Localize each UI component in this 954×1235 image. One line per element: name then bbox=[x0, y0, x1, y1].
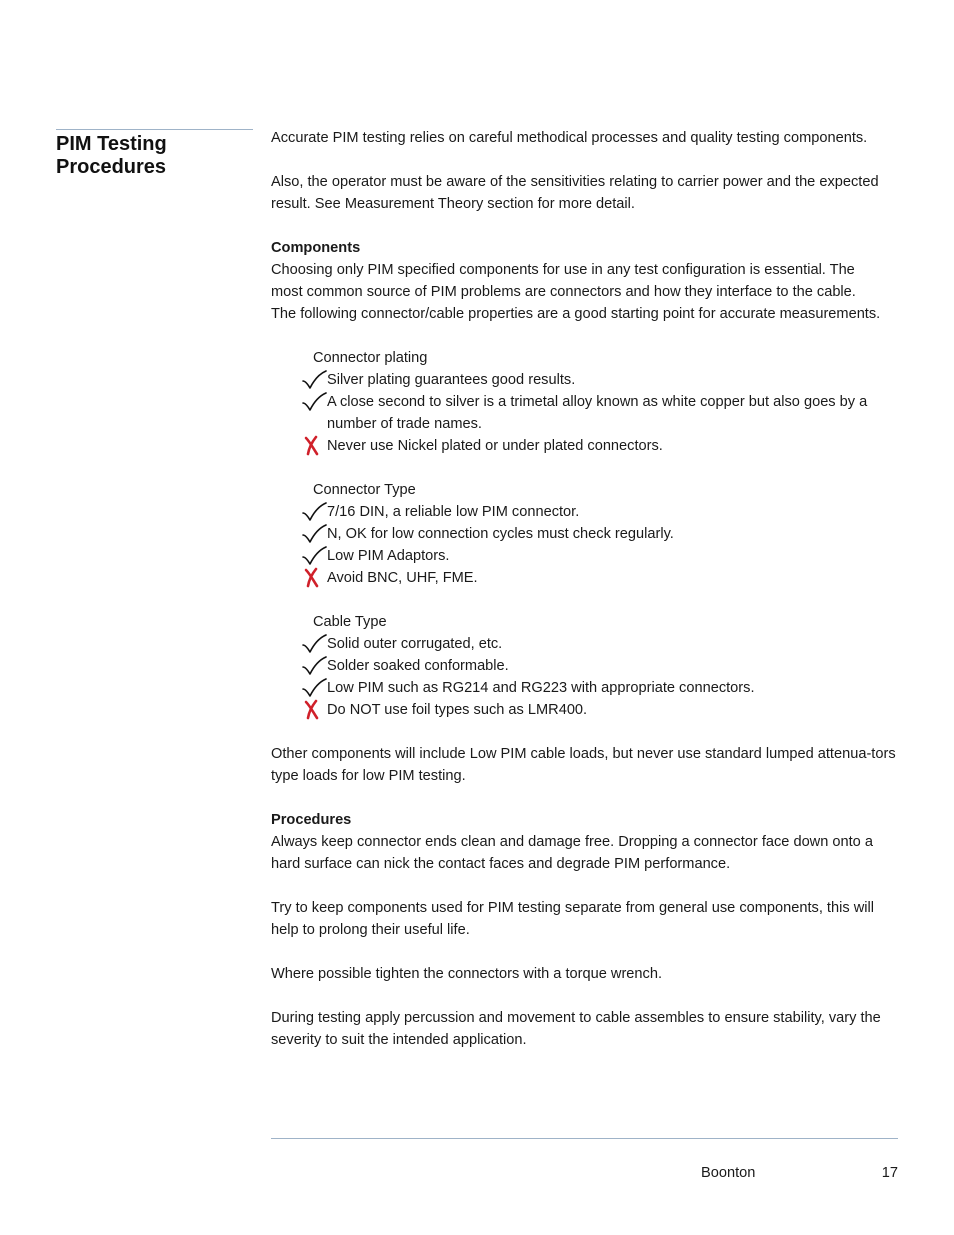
list-item-text: Silver plating guarantees good results. bbox=[327, 372, 576, 388]
list-item-text: N, OK for low connection cycles must check regularly. bbox=[327, 526, 674, 542]
check-icon bbox=[301, 369, 327, 391]
check-icon bbox=[301, 391, 327, 413]
check-icon bbox=[301, 523, 327, 545]
list-item bbox=[271, 545, 901, 567]
item-list bbox=[271, 633, 901, 721]
group-title: Connector Type bbox=[313, 482, 416, 498]
group-title: Cable Type bbox=[313, 614, 387, 630]
cable-type-group bbox=[271, 611, 901, 721]
list-item bbox=[271, 677, 901, 699]
list-item bbox=[271, 435, 901, 457]
group-title: Connector plating bbox=[313, 350, 428, 366]
list-item bbox=[271, 523, 901, 545]
list-item-text: Solid outer corrugated, etc. bbox=[327, 636, 503, 652]
components-line-3: The following connector/cable properties are a good starting point for accurate measurements. bbox=[271, 306, 881, 322]
list-item bbox=[271, 633, 901, 655]
footer-divider bbox=[271, 1138, 898, 1139]
procedures-paragraph-3: Where possible tighten the connectors with a torque wrench. bbox=[271, 966, 663, 982]
components-heading: Components bbox=[271, 240, 361, 256]
main-content bbox=[271, 127, 901, 1051]
section-title-line-1: PIM Testing bbox=[56, 133, 167, 155]
procedures-paragraph-1: Always keep connector ends clean and damage free. Dropping a connector face down onto a hard surface can nick the contact faces and degrade PIM performance. bbox=[271, 834, 873, 872]
list-item-text: 7/16 DIN, a reliable low PIM connector. bbox=[327, 504, 580, 520]
cross-icon bbox=[301, 435, 327, 457]
list-item bbox=[271, 655, 901, 677]
cross-icon bbox=[301, 699, 327, 721]
list-item bbox=[271, 567, 901, 589]
procedures-paragraph-4: During testing apply percussion and movement to cable assembles to ensure stability, vary the severity to suit the intended application. bbox=[271, 1010, 881, 1048]
list-item-text: Solder soaked conformable. bbox=[327, 658, 509, 674]
list-item-text: A close second to silver is a trimetal alloy known as white copper but also goes by a number of trade names. bbox=[327, 394, 868, 432]
check-icon bbox=[301, 633, 327, 655]
page-number: 17 bbox=[881, 1165, 898, 1181]
check-icon bbox=[301, 501, 327, 523]
list-item bbox=[271, 699, 901, 721]
components-line-2: most common source of PIM problems are connectors and how they interface to the cable. bbox=[271, 284, 856, 300]
check-icon bbox=[301, 677, 327, 699]
cross-icon bbox=[301, 567, 327, 589]
item-list bbox=[271, 369, 901, 457]
other-components-paragraph: Other components will include Low PIM cable loads, but never use standard lumped attenua-tors type loads for low PIM testing. bbox=[271, 746, 896, 784]
list-item bbox=[271, 501, 901, 523]
check-icon bbox=[301, 655, 327, 677]
section-title bbox=[56, 133, 167, 179]
list-item-text: Low PIM such as RG214 and RG223 with appropriate connectors. bbox=[327, 680, 755, 696]
list-item bbox=[271, 391, 901, 435]
connector-type-group bbox=[271, 479, 901, 589]
list-item-text: Avoid BNC, UHF, FME. bbox=[327, 570, 478, 586]
components-line-1: Choosing only PIM specified components for use in any test configuration is essential. The bbox=[271, 262, 855, 278]
list-item bbox=[271, 369, 901, 391]
section-title-line-2: Procedures bbox=[56, 156, 167, 178]
procedures-heading: Procedures bbox=[271, 812, 352, 828]
intro-paragraph-2: Also, the operator must be aware of the sensitivities relating to carrier power and the expected result. See Measurement Theory section for more detail. bbox=[271, 174, 879, 212]
procedures-paragraph-2: Try to keep components used for PIM testing separate from general use components, this will help to prolong their useful life. bbox=[271, 900, 874, 938]
list-item-text: Do NOT use foil types such as LMR400. bbox=[327, 702, 588, 718]
sidebar-divider bbox=[56, 129, 253, 130]
list-item-text: Never use Nickel plated or under plated connectors. bbox=[327, 438, 663, 454]
intro-paragraph-1: Accurate PIM testing relies on careful methodical processes and quality testing components. bbox=[271, 130, 868, 146]
footer-company: Boonton bbox=[701, 1165, 756, 1181]
list-item-text: Low PIM Adaptors. bbox=[327, 548, 450, 564]
check-icon bbox=[301, 545, 327, 567]
connector-plating-group bbox=[271, 347, 901, 457]
item-list bbox=[271, 501, 901, 589]
